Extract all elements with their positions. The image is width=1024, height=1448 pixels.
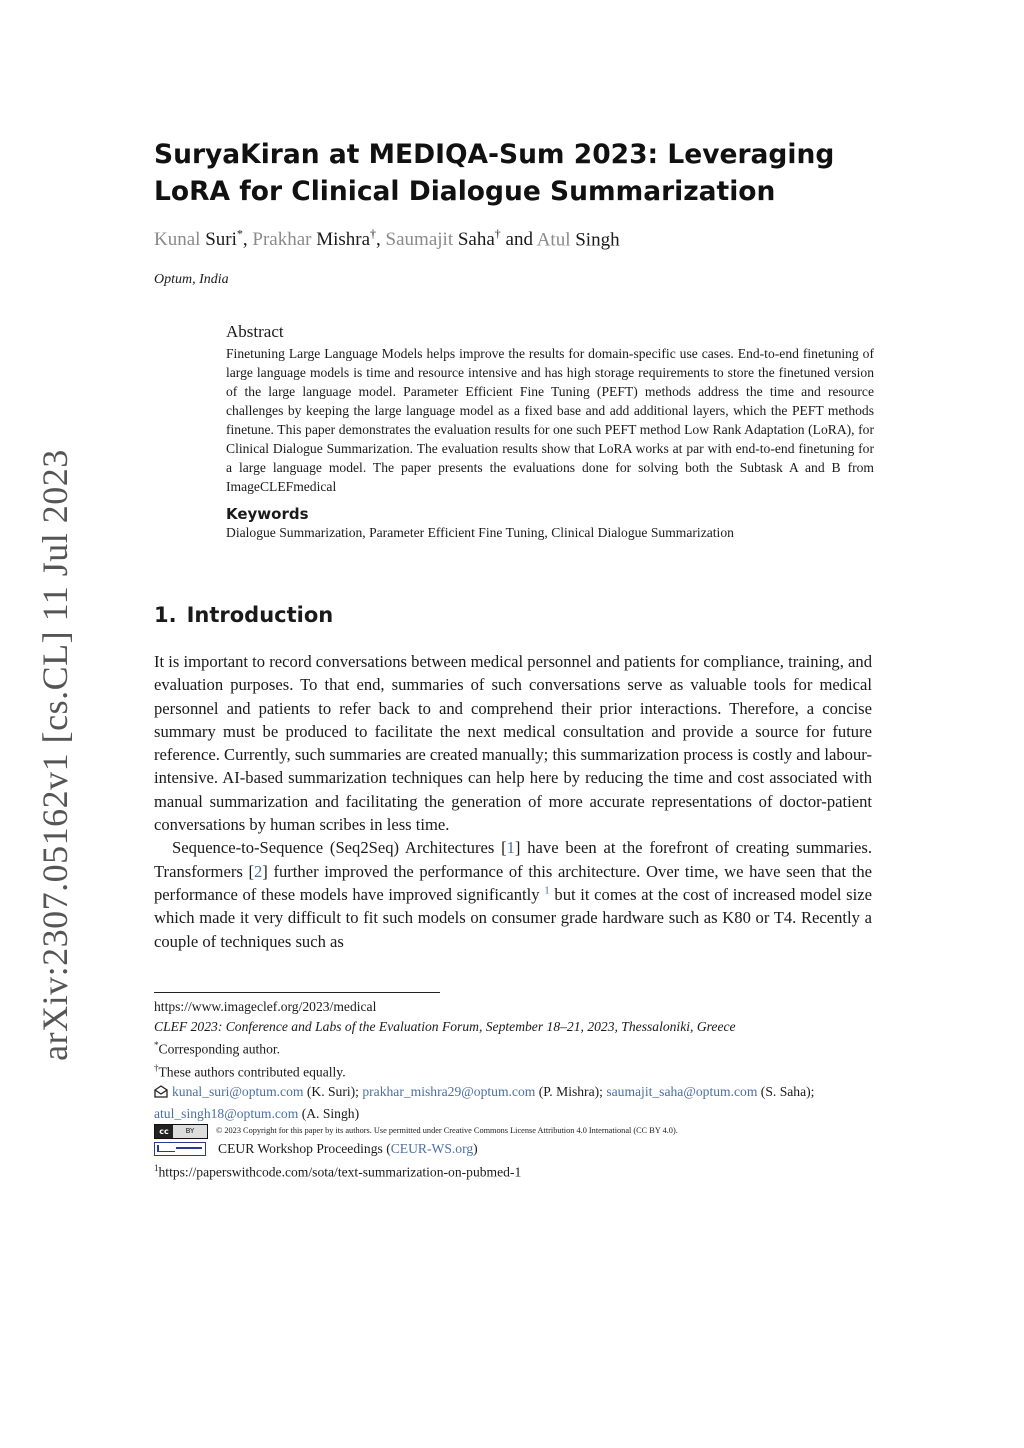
author-list (154, 227, 620, 251)
footnote-1: $^1$https://paperswithcode.com/sota/text-summarization-on-pubmed-1 (154, 1163, 522, 1180)
conference-note: CLEF 2023: Conference and Labs of the Evaluation Forum, September 18–21, 2023, Thessaloniki, Greece (154, 1018, 736, 1034)
equal-contribution-note: †These authors contributed equally. (154, 1063, 346, 1080)
cc-by-badge-icon: cc BY (154, 1124, 208, 1139)
citation-link[interactable]: 2 (253, 861, 263, 881)
keywords-heading: Keywords (226, 505, 309, 523)
email-link[interactable]: atul_singh18@optum.com (154, 1105, 299, 1121)
envelope-icon (154, 1084, 168, 1104)
abstract-text: Finetuning Large Language Models helps improve the results for domain-specific use cases. End-to-end finetuning of large language models is time and resource intensive and has high storage requirements to store the finetuned version of the large language model. Parameter Efficient Fine Tuning (PEFT) methods address the time and resource challenges by keeping the large language model as a fixed base and add additional layers, which the PEFT methods finetune. This paper demonstrates the evaluation results for one such PEFT method Low Rank Adaptation (LoRA), for Clinical Dialogue Summarization. The evaluation results show that LoRA works at par with end-to-end finetuning for a large language model. The paper presents the evaluations done for solving both the Subtask A and B from ImageCLEFmedical (226, 346, 874, 494)
section-heading: 1. Introduction (154, 603, 334, 627)
ceur-line: CEUR Workshop Proceedings ( CEUR-WS.org ) (154, 1139, 872, 1159)
footnote-rule (154, 992, 440, 993)
footnote-ref-link[interactable]: 1 (544, 884, 550, 897)
footnote-url: https://www.imageclef.org/2023/medical (154, 999, 377, 1014)
author: Prakhar Mishra†, (252, 227, 386, 251)
copyright-text: © 2023 Copyright for this paper by its authors. Use permitted under Creative Commons License Attribution 4.0 International (CC BY 4.0). (216, 1126, 678, 1136)
license-line (154, 1123, 872, 1139)
author: Saumajit Saha† and (385, 227, 537, 251)
paragraph: Sequence-to-Sequence (Seq2Seq) Architectures [1] have been at the forefront of creating summaries. Transformers [2] further improved the performance of this architecture. Over time, we have seen that the performance of these models have improved significantly $^1$ but it comes at the cost of increased model size which made it very difficult to fit such models on consumer grade hardware such as K80 or T4. Recently a couple of techniques such as (154, 838, 873, 951)
citation-link[interactable]: 1 (506, 838, 515, 858)
arxiv-identifier: arXiv:2307.05162v1 [cs.CL] 11 Jul 2023 (35, 449, 75, 1061)
author: Kunal Suri*, (154, 227, 253, 251)
keywords-block (226, 505, 874, 541)
ceur-link[interactable]: CEUR-WS.org (390, 1141, 474, 1157)
abstract-block (226, 322, 874, 496)
email-link[interactable]: kunal_suri@optum.com (172, 1084, 304, 1100)
email-link[interactable]: prakhar_mishra29@optum.com (362, 1084, 536, 1100)
footnotes (154, 997, 872, 1182)
body-text (154, 650, 872, 953)
abstract-heading: Abstract (226, 322, 284, 341)
emails: kunal_suri@optum.com (K. Suri); prakhar_mishra29@optum.com (P. Mishra); saumajit_saha@optum.com (S. Saha); atul_singh18@optum.com (A. Singh) (154, 1084, 815, 1121)
affiliation: Optum, India (154, 272, 229, 287)
keywords-text: Dialogue Summarization, Parameter Efficient Fine Tuning, Clinical Dialogue Summarization (226, 525, 734, 540)
ceur-logo-icon (154, 1142, 206, 1156)
author: Atul Singh (536, 229, 620, 251)
paper-title: SuryaKiran at MEDIQA-Sum 2023: Leveraging LoRA for Clinical Dialogue Summarization (154, 139, 835, 207)
paragraph: It is important to record conversations between medical personnel and patients for compliance, training, and evaluation purposes. To that end, summaries of such conversations serve as valuable tools for medical personnel and patients to refer back to and comprehend their prior interactions. Therefore, a concise summary must be produced to facilitate the next medical consultation and provide a source for future reference. Currently, such summaries are created manually; this summarization process is costly and labour-intensive. AI-based summarization techniques can help here by reducing the time and cost associated with manual summarization and facilitating the generation of more accurate representations of doctor-patient conversations by human scribes in less time. (154, 652, 872, 835)
email-link[interactable]: saumajit_saha@optum.com (606, 1084, 758, 1100)
corresponding-note: *Corresponding author. (154, 1040, 281, 1057)
